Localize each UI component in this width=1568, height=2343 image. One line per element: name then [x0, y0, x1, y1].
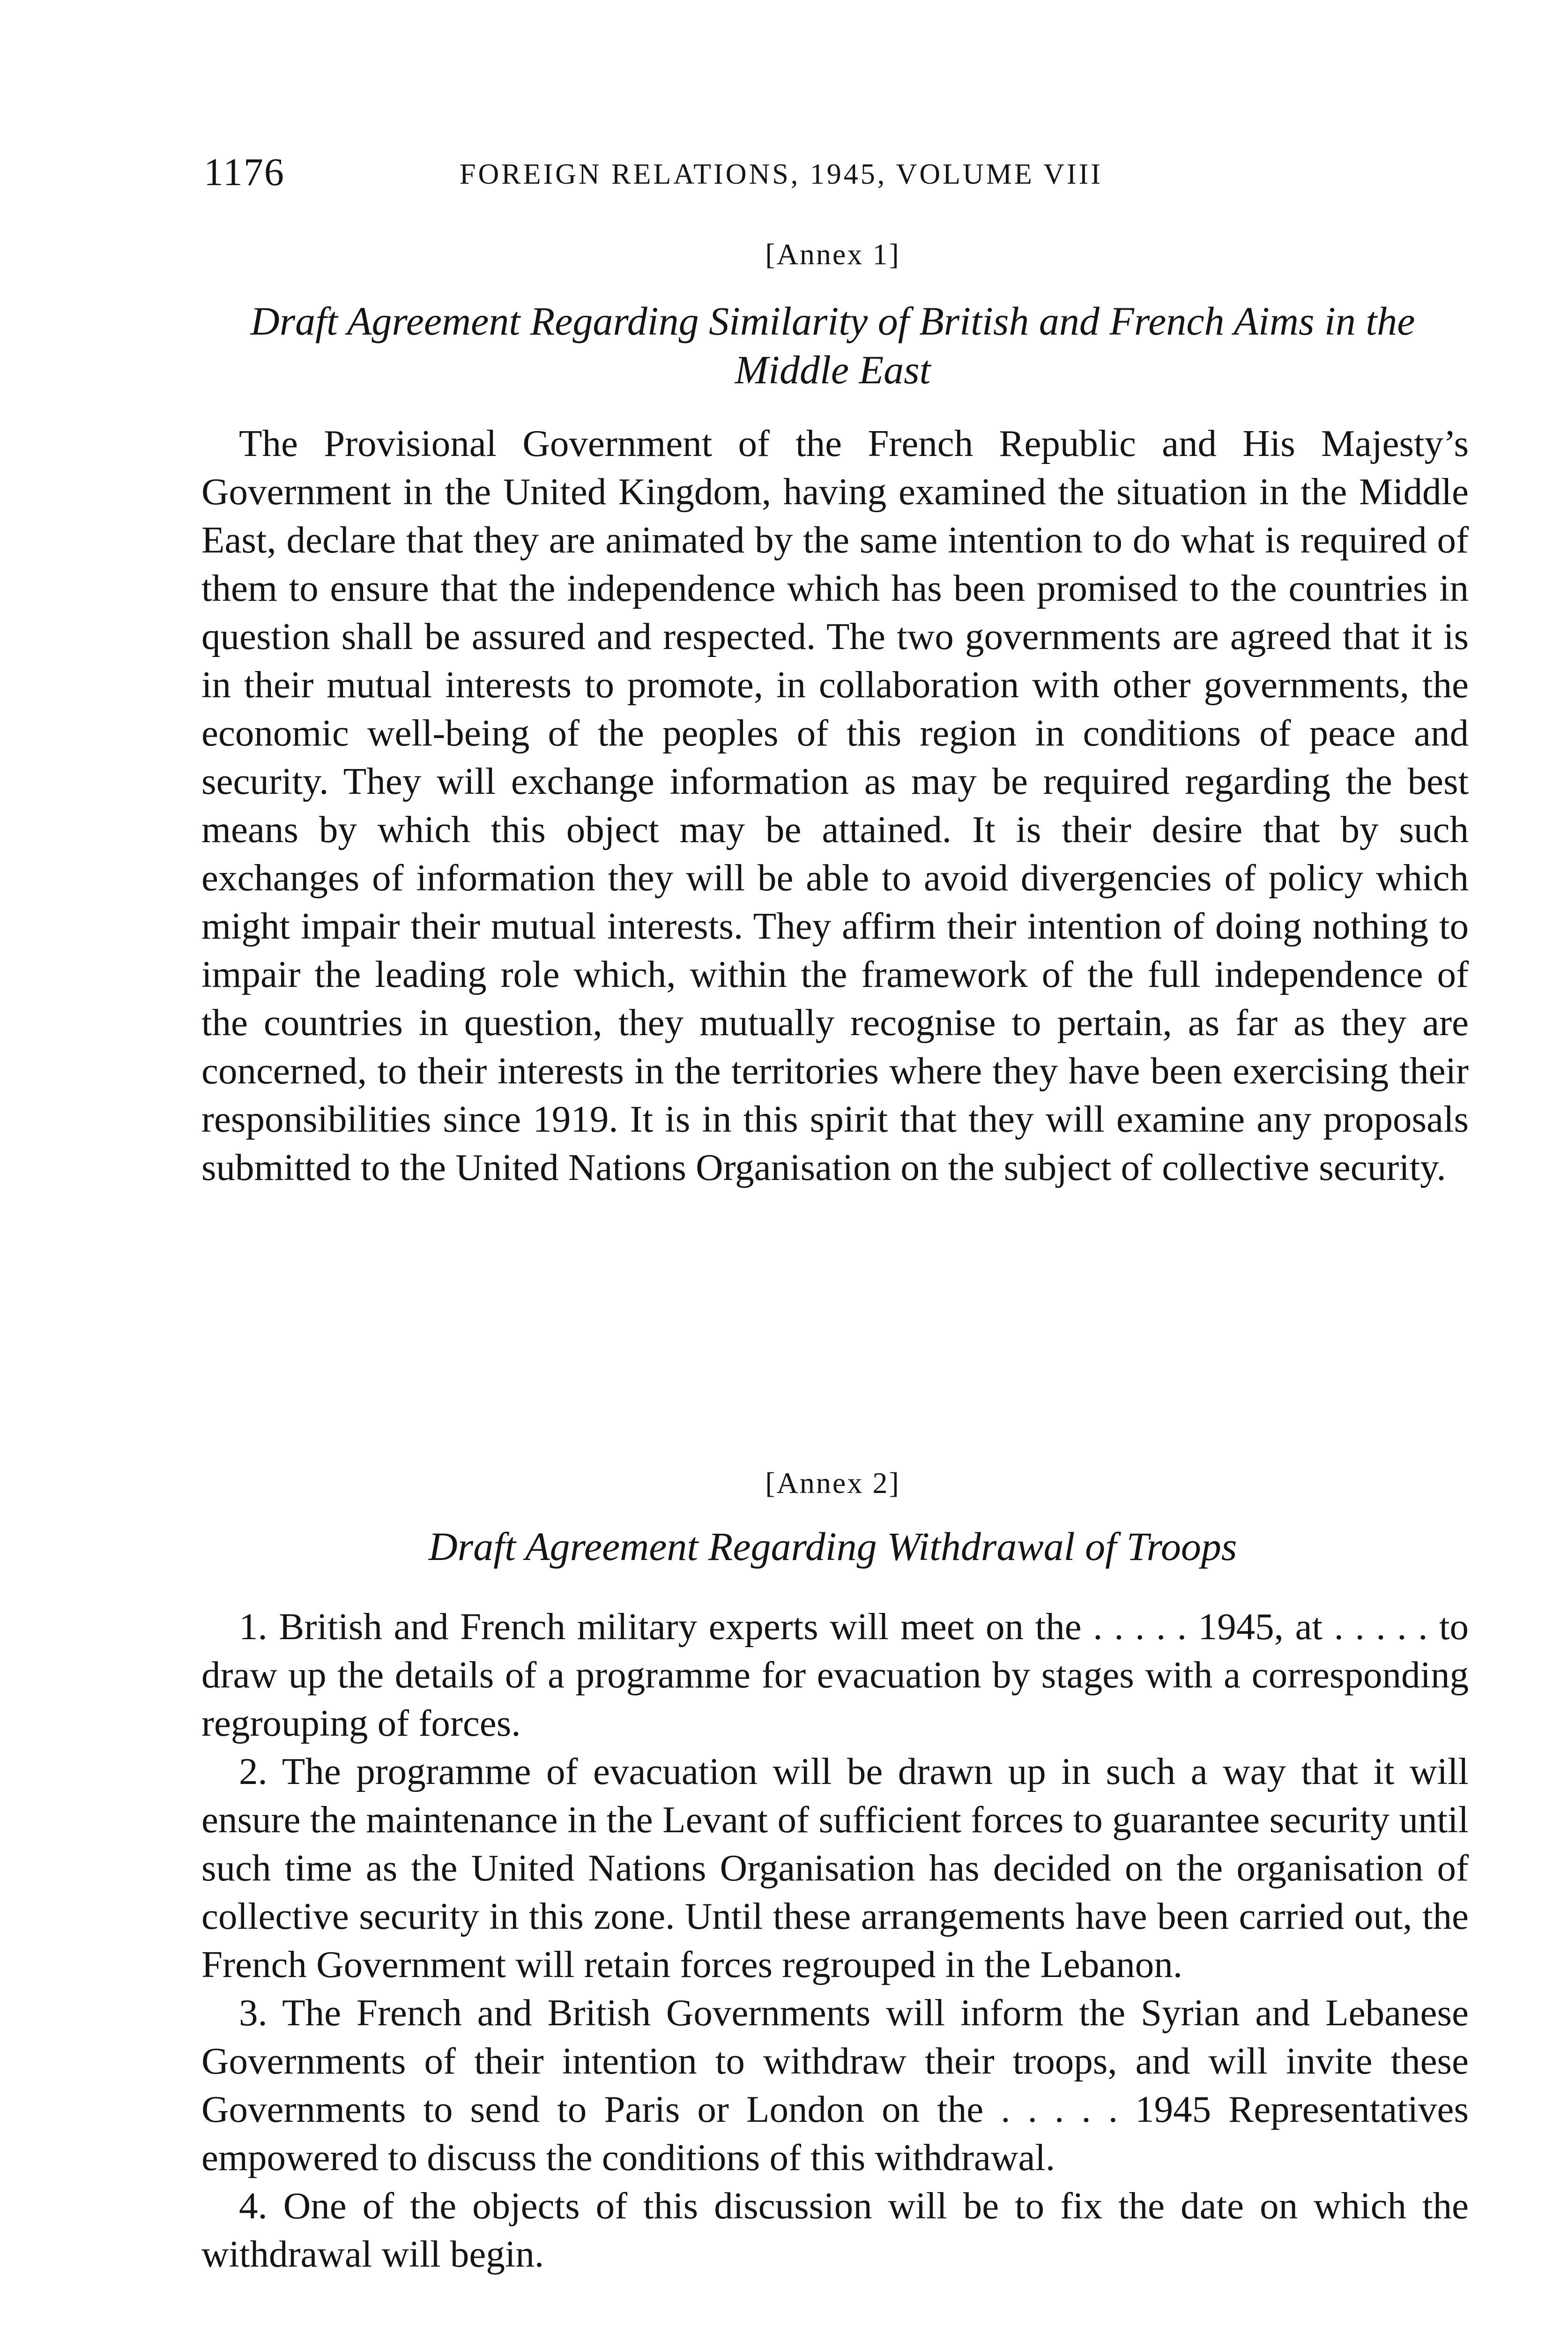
annex-2-paragraph-3: 3. The French and British Governments will inform the Syrian and Lebanese Governments of their intention to withdraw their troops, and will invite these Governments to send to Paris or London on the . . . . . 1945 Representatives empowered to discuss the conditions of this withdrawal. — [201, 1992, 1469, 2179]
annex-2-body — [201, 1603, 1469, 2278]
annex-2-title: Draft Agreement Regarding Withdrawal of Troops — [428, 1524, 1237, 1569]
page-header — [204, 149, 1469, 201]
annex-1-paragraph: The Provisional Government of the French Republic and His Majesty’s Government in the United Kingdom, having examined the situation in the Middle East, declare that they are animated by the same intention to do what is required of them to ensure that the independence which has been promised to the countries in question shall be assured and respected. The two governments are agreed that it is in their mutual interests to promote, in collaboration with other governments, the economic well-being of the peoples of this region in conditions of peace and security. They will exchange information as may be required regarding the best means by which this object may be attained. It is their desire that by such exchanges of information they will be able to avoid divergencies of policy which might impair their mutual interests. They affirm their intention of doing nothing to impair the leading role which, within the framework of the full independence of the countries in question, they mutually recognise to pertain, as far as they are concerned, to their interests in the territories where they have been exercising their responsibilities since 1919. It is in this spirit that they will examine any proposals submitted to the United Nations Organisation on the subject of collective security. — [201, 422, 1469, 1188]
annex-1-label: [Annex 1] — [765, 238, 900, 271]
annex-2-paragraph-4: 4. One of the objects of this discussion will be to fix the date on which the withdrawal will begin. — [201, 2185, 1469, 2275]
page-number: 1176 — [204, 150, 285, 194]
annex-1-body — [201, 419, 1469, 1192]
annex-1-title: Draft Agreement Regarding Similarity of British and French Aims in the Middle East — [250, 298, 1415, 392]
annex-2-paragraph-1: 1. British and French military experts will meet on the . . . . . 1945, at . . . . . to draw up the details of a programme for evacuation by stages with a corresponding regrouping of forces. — [201, 1605, 1469, 1744]
annex-2-paragraph-2: 2. The programme of evacuation will be drawn up in such a way that it will ensure the maintenance in the Levant of sufficient forces to guarantee security until such time as the United Nations Organisation has decided on the organisation of collective security in this zone. Until these arrangements have been carried out, the French Government will retain forces regrouped in the Lebanon. — [201, 1750, 1469, 1985]
running-title: FOREIGN RELATIONS, 1945, VOLUME VIII — [460, 158, 1103, 190]
annex-2-label: [Annex 2] — [765, 1466, 900, 1500]
